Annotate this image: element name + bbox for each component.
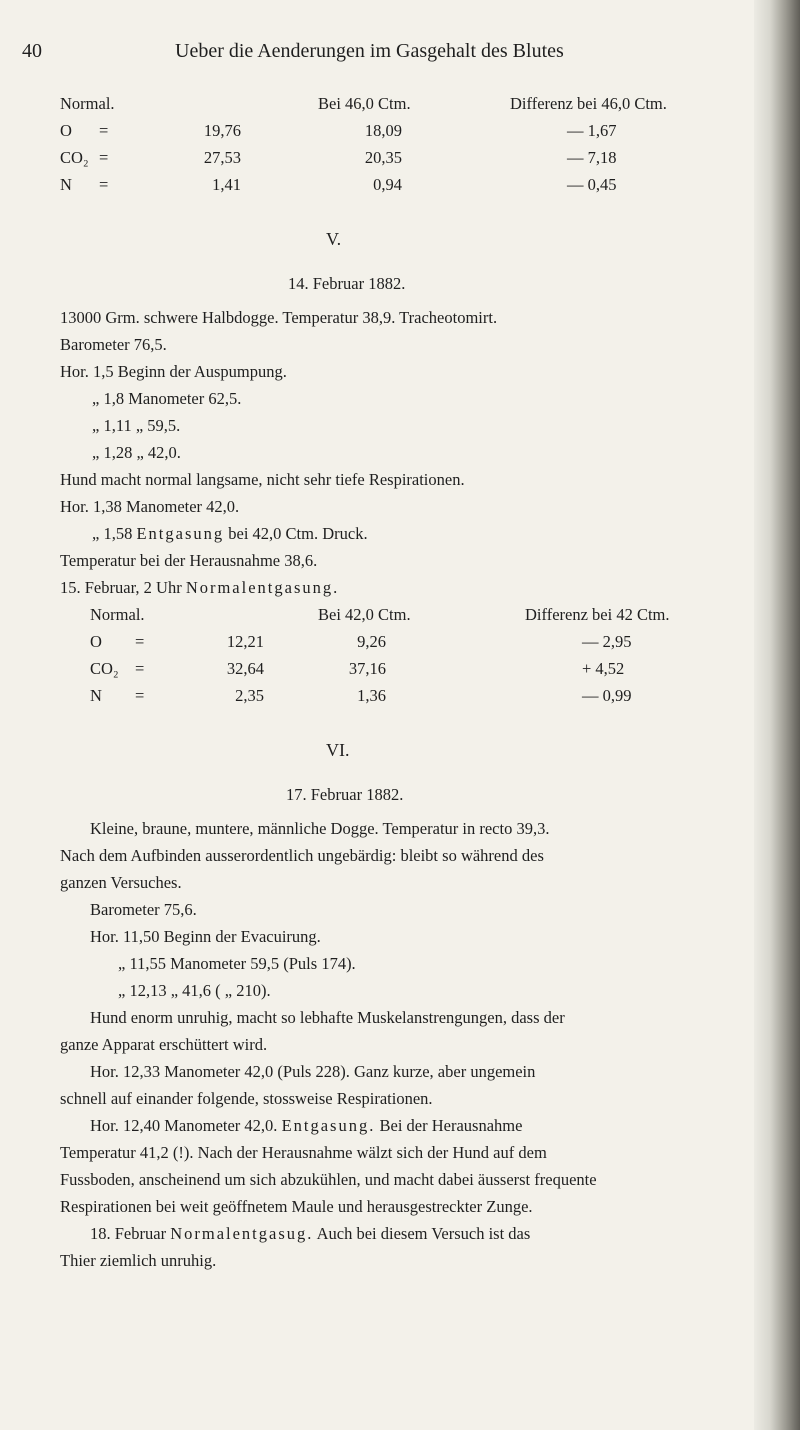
- text-line: Respirationen bei weit geöffnetem Maule und herausgestreckter Zunge.: [60, 1197, 533, 1216]
- table-1-row-eq: =: [99, 121, 109, 140]
- table-2-cell-mid: 9,26: [357, 632, 386, 651]
- text-fragment: Auch bei diesem Versuch ist das: [316, 1224, 531, 1243]
- text-fragment: Bei der Herausnahme: [379, 1116, 523, 1135]
- table-1-row-label: CO₂: [60, 148, 89, 167]
- table-1-col-normal: Normal.: [60, 94, 115, 113]
- page-number: 40: [22, 40, 42, 62]
- table-1-row-label: O: [60, 121, 72, 140]
- spaced-emphasis: Normalentgasug.: [170, 1224, 314, 1243]
- text-line: Nach dem Aufbinden ausserordentlich ungebärdig: bleibt so während des: [60, 846, 544, 865]
- section-numeral: V.: [326, 229, 342, 249]
- table-2-col-mid: Bei 42,0 Ctm.: [318, 605, 411, 624]
- table-2-cell-diff: + 4,52: [582, 659, 625, 678]
- text-line: Kleine, braune, muntere, männliche Dogge. Temperatur in recto 39,3.: [90, 819, 550, 838]
- running-title: Ueber die Aenderungen im Gasgehalt des Blutes: [175, 40, 564, 62]
- table-2-cell-diff: — 2,95: [582, 632, 632, 651]
- table-1-row-eq: =: [99, 148, 109, 167]
- text-line: [92, 524, 368, 544]
- text-line: Hor. 11,50 Beginn der Evacuirung.: [90, 927, 321, 946]
- spaced-emphasis: Entgasung.: [281, 1116, 376, 1135]
- text-line: Fussboden, anscheinend um sich abzukühlen, und macht dabei äusserst frequente: [60, 1170, 597, 1189]
- table-2-cell-normal: 2,35: [235, 686, 264, 705]
- table-1-cell-diff: — 1,67: [567, 121, 617, 140]
- table-1-cell-diff: — 0,45: [567, 175, 617, 194]
- text-line: schnell auf einander folgende, stossweise Respirationen.: [60, 1089, 433, 1108]
- table-2-col-diff: Differenz bei 42 Ctm.: [525, 605, 670, 624]
- text-line: „ 1,8 Manometer 62,5.: [92, 389, 242, 408]
- text-fragment: Hor. 12,40 Manometer 42,0.: [90, 1116, 278, 1135]
- text-line: ganze Apparat erschüttert wird.: [60, 1035, 268, 1054]
- table-1-cell-mid: 20,35: [364, 148, 402, 167]
- table-1-col-mid: Bei 46,0 Ctm.: [318, 94, 411, 113]
- table-2-col-normal: Normal.: [90, 605, 145, 624]
- section-date: 17. Februar 1882.: [286, 785, 404, 804]
- table-2-row-label: O: [90, 632, 102, 651]
- table-1-cell-normal: 27,53: [203, 148, 241, 167]
- table-1-row-eq: =: [99, 175, 109, 194]
- text-line: [90, 1224, 530, 1244]
- text-line: „ 1,28 „ 42,0.: [92, 443, 181, 462]
- text-line: [90, 1116, 522, 1136]
- text-line: „ 12,13 „ 41,6 ( „ 210).: [118, 981, 271, 1000]
- table-2-cell-diff: — 0,99: [582, 686, 632, 705]
- text-line: Hor. 1,5 Beginn der Auspumpung.: [60, 362, 287, 381]
- text-line: ganzen Versuches.: [60, 873, 182, 892]
- table-1-cell-mid: 18,09: [364, 121, 402, 140]
- table-1-col-diff: Differenz bei 46,0 Ctm.: [510, 94, 667, 113]
- text-line: Barometer 75,6.: [90, 900, 197, 919]
- table-1-cell-normal: 19,76: [203, 121, 241, 140]
- text-line: „ 1,11 „ 59,5.: [92, 416, 181, 435]
- page-edge-shadow: [754, 0, 800, 1430]
- text-fragment: 15. Februar, 2 Uhr: [60, 578, 182, 597]
- table-2-row-eq: =: [135, 659, 145, 678]
- table-1-cell-normal: 1,41: [212, 175, 241, 194]
- table-2-cell-mid: 37,16: [348, 659, 386, 678]
- text-line: Temperatur 41,2 (!). Nach der Herausnahme wälzt sich der Hund auf dem: [60, 1143, 547, 1162]
- text-line: 13000 Grm. schwere Halbdogge. Temperatur 38,9. Tracheotomirt.: [60, 308, 498, 327]
- text-line: Hund enorm unruhig, macht so lebhafte Muskelanstrengungen, dass der: [90, 1008, 565, 1027]
- table-2-row-label: N: [90, 686, 102, 705]
- text-line: Hund macht normal langsame, nicht sehr tiefe Respirationen.: [60, 470, 465, 489]
- section-numeral: VI.: [326, 740, 350, 760]
- table-2-cell-normal: 32,64: [226, 659, 264, 678]
- text-fragment: 18. Februar: [90, 1224, 167, 1243]
- table-2-row-eq: =: [135, 686, 145, 705]
- spaced-emphasis: Entgasung: [136, 524, 225, 543]
- text-line: Barometer 76,5.: [60, 335, 167, 354]
- table-2-cell-mid: 1,36: [357, 686, 386, 705]
- text-fragment: bei 42,0 Ctm. Druck.: [228, 524, 368, 543]
- text-line: Thier ziemlich unruhig.: [60, 1251, 217, 1270]
- table-1-cell-diff: — 7,18: [567, 148, 617, 167]
- table-2-cell-normal: 12,21: [226, 632, 264, 651]
- table-1-cell-mid: 0,94: [373, 175, 402, 194]
- spaced-emphasis: Normalentgasung.: [185, 578, 340, 597]
- text-line: „ 11,55 Manometer 59,5 (Puls 174).: [118, 954, 356, 973]
- table-2-row-eq: =: [135, 632, 145, 651]
- table-2-row-label: CO₂: [90, 659, 119, 678]
- section-date: 14. Februar 1882.: [288, 274, 406, 293]
- table-1-row-label: N: [60, 175, 72, 194]
- text-line: [60, 578, 339, 598]
- text-line: Hor. 1,38 Manometer 42,0.: [60, 497, 240, 516]
- text-line: Temperatur bei der Herausnahme 38,6.: [60, 551, 318, 570]
- text-fragment: „ 1,58: [92, 524, 133, 543]
- text-line: Hor. 12,33 Manometer 42,0 (Puls 228). Ganz kurze, aber ungemein: [90, 1062, 536, 1081]
